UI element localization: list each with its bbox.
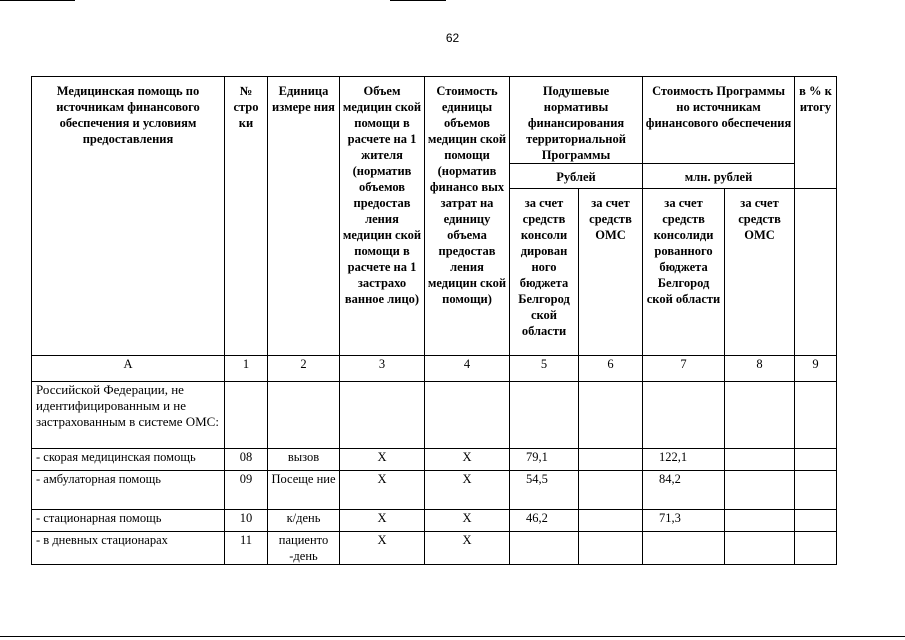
column-index: А (32, 356, 225, 382)
scan-artifact-line (390, 0, 446, 1)
scan-artifact-line (0, 0, 75, 1)
header-regional-budget-rub: за счет средств консоли дирован ного бюджета Белгород ской области (510, 189, 579, 356)
row-oms-mln (725, 510, 795, 532)
header-oms-mln: за счет средств ОМС (725, 189, 795, 356)
row-percent-total (795, 449, 837, 471)
row-regional-budget-mln: 122,1 (643, 449, 725, 471)
column-index: 1 (225, 356, 268, 382)
header-volume: Объем медицин ской помощи в расчете на 1 жителя (норматив объемов предостав ления медицин ской помощи в расчете на 1 застрахо ванное лицо) (340, 77, 425, 356)
row-regional-budget-rub: 46,2 (510, 510, 579, 532)
header-care-type: Медицинская помощь по источникам финансового обеспечения и условиям предоставления (32, 77, 225, 356)
row-regional-budget-rub: 54,5 (510, 471, 579, 510)
row-volume: X (340, 449, 425, 471)
row-line-number: 10 (225, 510, 268, 532)
row-regional-budget-mln: 84,2 (643, 471, 725, 510)
row-care-type: - в дневных стационарах (32, 532, 225, 565)
row-oms-rub (579, 449, 643, 471)
row-oms-rub (579, 510, 643, 532)
header-oms-rub: за счет средств ОМС (579, 189, 643, 356)
header-percent-total: в % к итогу (795, 77, 837, 189)
column-index: 9 (795, 356, 837, 382)
scan-artifact-line (0, 636, 905, 637)
row-unit-cost: X (425, 510, 510, 532)
header-per-capita-norms: Подушевые нормативы финансирования территориальной Программы (510, 77, 643, 164)
header-unit-rubles: Рублей (510, 164, 643, 189)
row-oms-mln (725, 532, 795, 565)
table-row (32, 532, 837, 565)
column-index: 5 (510, 356, 579, 382)
row-care-type: - стационарная помощь (32, 510, 225, 532)
table-row (32, 471, 837, 510)
header-program-cost: Стоимость Программы но источникам финансового обеспечения (643, 77, 795, 164)
header-unit: Единица измере ния (268, 77, 340, 356)
column-index: 6 (579, 356, 643, 382)
row-unit-cost: X (425, 471, 510, 510)
row-unit-cost: X (425, 532, 510, 565)
row-unit: вызов (268, 449, 340, 471)
row-line-number: 09 (225, 471, 268, 510)
column-index: 2 (268, 356, 340, 382)
column-index-row (32, 356, 837, 382)
table-row (32, 510, 837, 532)
column-index: 3 (340, 356, 425, 382)
column-index: 7 (643, 356, 725, 382)
column-index: 8 (725, 356, 795, 382)
row-unit-cost: X (425, 449, 510, 471)
row-regional-budget-rub (510, 532, 579, 565)
table-row (32, 382, 837, 449)
row-unit: к/день (268, 510, 340, 532)
intro-label: Российской Федерации, не идентифицированным и не застрахованным в системе ОМС: (32, 382, 225, 449)
row-unit: Посеще ние (268, 471, 340, 510)
row-care-type: - амбулаторная помощь (32, 471, 225, 510)
row-line-number: 11 (225, 532, 268, 565)
row-volume: X (340, 510, 425, 532)
row-regional-budget-rub: 79,1 (510, 449, 579, 471)
header-regional-budget-mln: за счет средств консолиди рованного бюджета Белгород ской области (643, 189, 725, 356)
header-unit-cost: Стоимость единицы объемов медицин ской помощи (норматив финансо вых затрат на единицу объема предостав ления медицин ской помощи) (425, 77, 510, 356)
page-number: 62 (445, 31, 460, 45)
row-oms-mln (725, 471, 795, 510)
row-percent-total (795, 510, 837, 532)
header-empty-cell (795, 189, 837, 356)
row-care-type: - скорая медицинская помощь (32, 449, 225, 471)
header-line-number: № стро ки (225, 77, 268, 356)
row-line-number: 08 (225, 449, 268, 471)
table-row (32, 449, 837, 471)
row-regional-budget-mln (643, 532, 725, 565)
row-regional-budget-mln: 71,3 (643, 510, 725, 532)
row-percent-total (795, 471, 837, 510)
header-unit-mln-rubles: млн. рублей (643, 164, 795, 189)
row-oms-rub (579, 532, 643, 565)
row-oms-rub (579, 471, 643, 510)
column-index: 4 (425, 356, 510, 382)
row-oms-mln (725, 449, 795, 471)
row-volume: X (340, 532, 425, 565)
row-volume: X (340, 471, 425, 510)
financing-table (31, 76, 837, 565)
row-unit: пациенто -день (268, 532, 340, 565)
row-percent-total (795, 532, 837, 565)
